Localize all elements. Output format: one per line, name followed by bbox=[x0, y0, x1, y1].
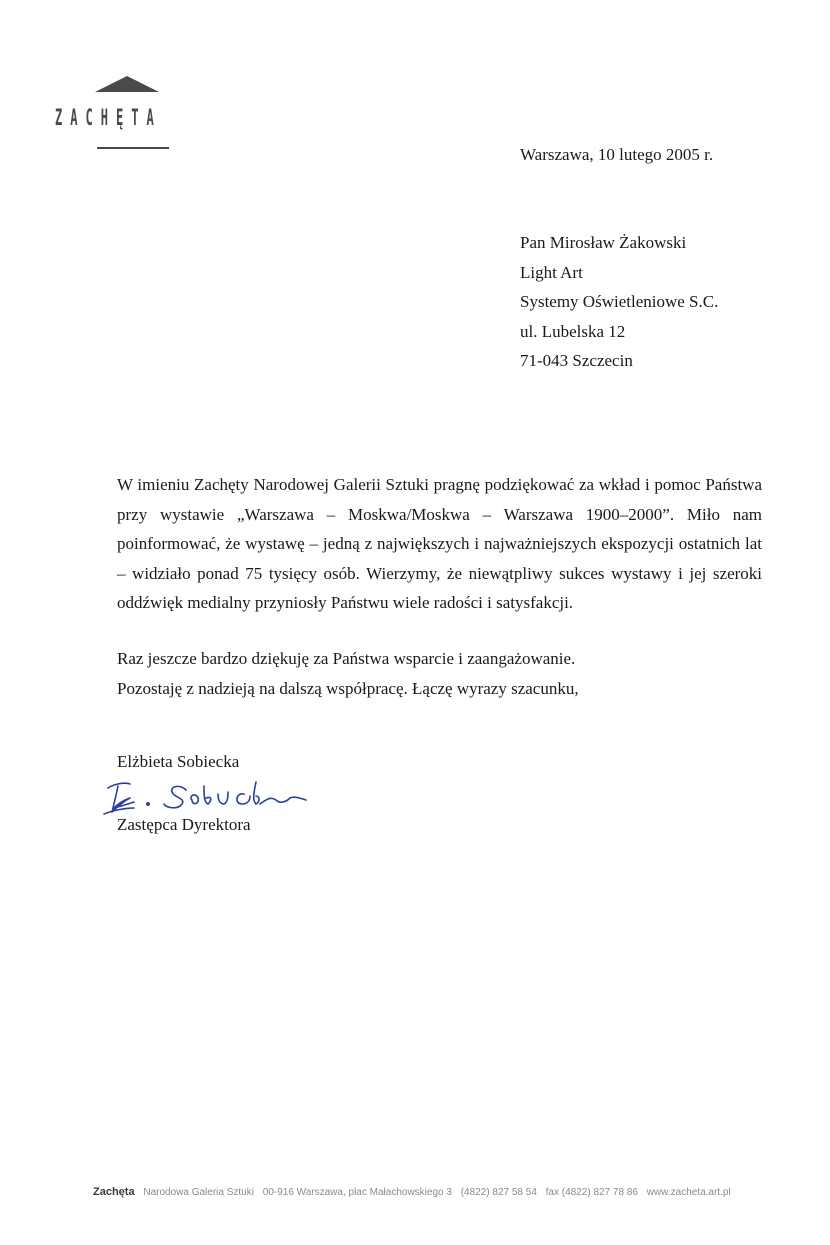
letter-date: Warszawa, 10 lutego 2005 r. bbox=[520, 145, 714, 164]
footer-address: 00-916 Warszawa, plac Małachowskiego 3 bbox=[262, 1187, 452, 1198]
recipient-address bbox=[520, 232, 718, 380]
footer-phone: (4822) 827 58 54 bbox=[460, 1187, 537, 1198]
logo-lettering: ZACHĘTA bbox=[55, 106, 162, 131]
recipient-city: 71-043 Szczecin bbox=[520, 351, 633, 370]
recipient-street: ul. Lubelska 12 bbox=[520, 321, 626, 341]
signatory-title: Zastępca Dyrektora bbox=[117, 815, 251, 834]
signatory-name: Elżbieta Sobiecka bbox=[117, 752, 240, 771]
zacheta-logo bbox=[55, 72, 215, 154]
footer-fax: fax (4822) 827 78 86 bbox=[545, 1187, 638, 1198]
footer-website: www.zacheta.art.pl bbox=[646, 1187, 731, 1198]
recipient-name: Pan Mirosław Żakowski bbox=[520, 233, 687, 252]
letterhead-footer bbox=[93, 1186, 793, 1198]
footer-brand: Zachęta bbox=[93, 1186, 135, 1198]
letter-body: W imieniu Zachęty Narodowej Galerii Sztuki pragnę podziękować za wkład i pomoc Państwa przy wystawie „Warszawa – Moskwa/Moskwa – Warszawa 1900–2000”. Miło nam poinformować, że wystawę – jedną z największych i najważniejszych ekspozycji ostatnich lat – widziało ponad 75 tysięcy osób. Wierzymy, że niewątpliwy sukces wystawy i jej szeroki oddźwięk medialny przyniosły Państwu wiele radości i satysfakcji. bbox=[117, 475, 762, 613]
recipient-company-full: Systemy Oświetleniowe S.C. bbox=[520, 292, 719, 311]
closing-paragraph bbox=[117, 648, 579, 707]
closing-line-thanks: Raz jeszcze bardzo dziękuję za Państwa wsparcie i zaangażowanie. bbox=[117, 649, 576, 668]
footer-organization: Narodowa Galeria Sztuki bbox=[143, 1187, 254, 1198]
recipient-company: Light Art bbox=[520, 262, 583, 282]
closing-line-regards: Pozostaję z nadzieją na dalszą współpracę. Łączę wyrazy szacunku, bbox=[117, 678, 579, 698]
